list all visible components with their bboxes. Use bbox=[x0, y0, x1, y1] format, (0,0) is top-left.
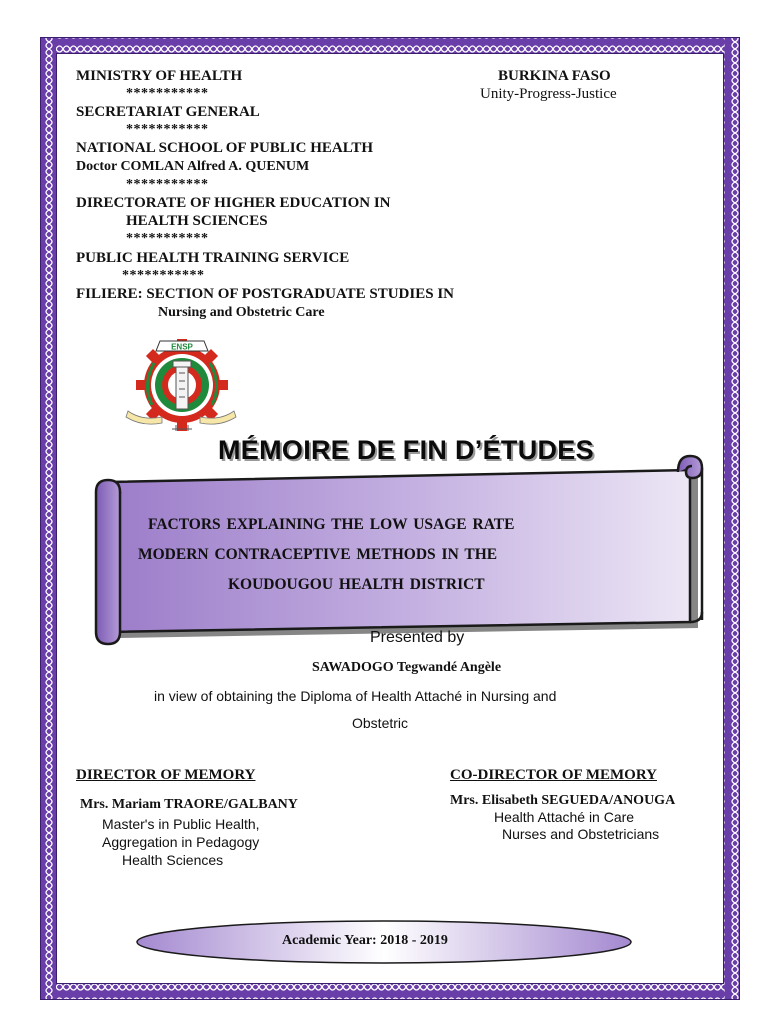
director-heading: DIRECTOR OF MEMORY bbox=[76, 767, 256, 783]
separator-stars: *********** bbox=[126, 122, 209, 137]
page-title: MÉMOIRE DE FIN D’ÉTUDES bbox=[218, 435, 594, 465]
separator-stars: *********** bbox=[126, 177, 209, 192]
author-name: SAWADOGO Tegwandé Angèle bbox=[312, 660, 502, 675]
presented-by-label: Presented by bbox=[370, 629, 465, 646]
directorate-label: DIRECTORATE OF HIGHER EDUCATION IN bbox=[76, 195, 391, 211]
co-director-heading: CO-DIRECTOR OF MEMORY bbox=[450, 767, 657, 783]
school-emblem-icon bbox=[122, 333, 240, 433]
director-credential-3: Health Sciences bbox=[122, 852, 224, 868]
country-name: BURKINA FASO bbox=[498, 68, 611, 84]
emblem-banner-text: ENSP bbox=[171, 342, 193, 352]
director-name: Mrs. Mariam TRAORE/GALBANY bbox=[80, 797, 298, 812]
ministry-label: MINISTRY OF HEALTH bbox=[76, 68, 243, 84]
filiere-subtitle: Nursing and Obstetric Care bbox=[158, 305, 325, 320]
co-director-credential-2: Nurses and Obstetricians bbox=[502, 826, 660, 842]
school-name: Doctor COMLAN Alfred A. QUENUM bbox=[76, 159, 310, 174]
training-service-label: PUBLIC HEALTH TRAINING SERVICE bbox=[76, 250, 350, 266]
diploma-text-line1: in view of obtaining the Diploma of Health Attaché in Nursing and bbox=[154, 688, 557, 704]
directorate-label-line2: HEALTH SCIENCES bbox=[126, 213, 268, 229]
filiere-label: FILIERE: SECTION OF POSTGRADUATE STUDIES IN bbox=[76, 286, 454, 302]
school-label: NATIONAL SCHOOL OF PUBLIC HEALTH bbox=[76, 140, 374, 156]
director-credential-2: Aggregation in Pedagogy bbox=[102, 834, 260, 850]
thesis-title-line1: FACTORS EXPLAINING THE LOW USAGE RATE bbox=[148, 516, 515, 533]
separator-stars: *********** bbox=[122, 268, 205, 283]
thesis-title-line2: MODERN CONTRACEPTIVE METHODS IN THE bbox=[138, 546, 498, 563]
co-director-credential-1: Health Attaché in Care bbox=[494, 809, 635, 825]
diploma-text-line2: Obstetric bbox=[352, 715, 409, 731]
academic-year: Academic Year: 2018 - 2019 bbox=[282, 933, 448, 948]
director-credential-1: Master's in Public Health, bbox=[102, 816, 260, 832]
country-motto: Unity-Progress-Justice bbox=[480, 86, 617, 102]
separator-stars: *********** bbox=[126, 231, 209, 246]
secretariat-label: SECRETARIAT GENERAL bbox=[76, 104, 260, 120]
separator-stars: *********** bbox=[126, 86, 209, 101]
thesis-title-line3: KOUDOUGOU HEALTH DISTRICT bbox=[228, 576, 485, 593]
co-director-name: Mrs. Elisabeth SEGUEDA/ANOUGA bbox=[450, 793, 676, 808]
